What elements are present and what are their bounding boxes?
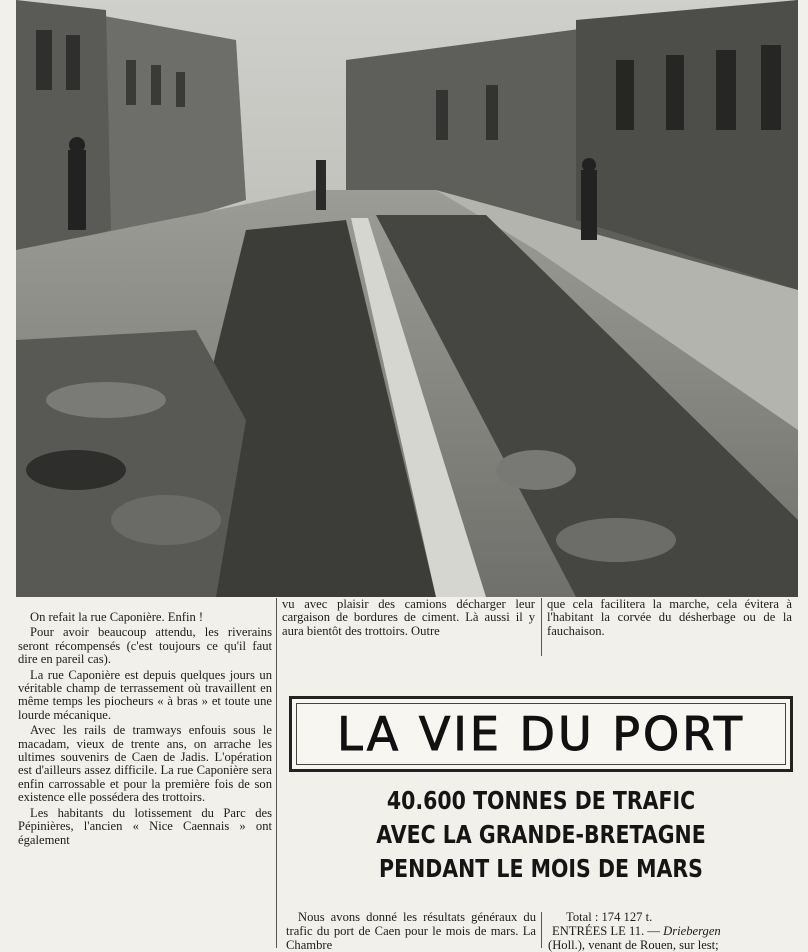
- port-headline: [334, 784, 747, 886]
- ship-name: Driebergen: [663, 924, 721, 938]
- article-column-1: [18, 611, 272, 847]
- total-line: Total : 174 127 t.: [566, 910, 653, 924]
- entries-prefix: ENTRÉES LE 11. —: [552, 924, 660, 938]
- article-paragraph: Nous avons donné les résultats généraux du trafic du port de Caen pour le mois de mars. La Chambre: [286, 910, 536, 952]
- entries-line: [548, 924, 800, 938]
- column-divider: [276, 598, 277, 948]
- port-article-column: [286, 910, 536, 952]
- article-paragraph: La rue Caponière est depuis quelques jours un véritable champ de terrassement où travaillent en même temps les piocheurs « à bras » et toute une lourde mécanique.: [18, 667, 272, 722]
- article-paragraph: Pour avoir beaucoup attendu, les riverains seront récompensés (c'est toujours ce qu'il faut dire en pareil cas).: [18, 625, 272, 667]
- entries-detail: (Holl.), venant de Rouen, sur lest;: [548, 938, 719, 952]
- banner-title: LA VIE DU PORT: [337, 707, 745, 761]
- headline-line: 40.600 TONNES DE TRAFIC: [386, 786, 696, 815]
- headline-line: AVEC LA GRANDE-BRETAGNE: [376, 820, 706, 849]
- article-paragraph: que cela facilitera la marche, cela évitera à l'habitant la corvée du désherbage ou de la fauchaison.: [547, 597, 792, 638]
- article-paragraph: Avec les rails de tramways enfouis sous le macadam, vieux de trente ans, on arrache les ultimes souvenirs de Caen de Jadis. L'opération est d'ailleurs assez difficile. La rue Caponière sera enfin carrossable et pour la première fois de son existence elle possédera des trottoirs.: [18, 723, 272, 805]
- article-paragraph: On refait la rue Caponière. Enfin !: [30, 610, 204, 624]
- photo-image: [16, 0, 798, 597]
- article-paragraph: vu avec plaisir des camions décharger leur cargaison de bordures de ciment. Là aussi il y aura bientôt des trottoirs. Outre: [282, 597, 535, 638]
- article-paragraph: Les habitants du lotissement du Parc des Pépinières, l'ancien « Nice Caennais » ont également: [18, 805, 272, 847]
- article-column-3: [547, 598, 792, 638]
- port-section-banner: [289, 696, 793, 772]
- article-column-2: [282, 598, 535, 638]
- headline-line: PENDANT LE MOIS DE MARS: [379, 854, 703, 883]
- column-divider: [541, 912, 542, 948]
- port-entries-column: [548, 910, 800, 952]
- column-divider: [541, 598, 542, 656]
- street-works-photo: [16, 0, 798, 597]
